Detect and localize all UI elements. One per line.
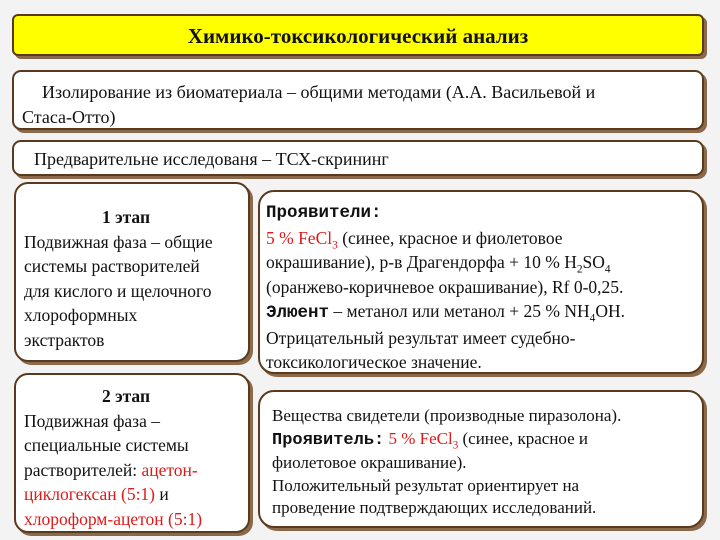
stage-1-line: системы растворителей [24, 256, 200, 276]
page-title: Химико-токсикологический анализ [187, 24, 529, 48]
stage-1-line: для кислого и щелочного [24, 280, 212, 301]
stage-2-heading: 2 этап [101, 386, 151, 406]
developers-line: окрашивание), р-в Драгендорфа + 10 % $H_2SO_4$ [266, 252, 611, 276]
isolation-line-2: Стаса-Отто) [22, 107, 116, 127]
stage-2-and: и [155, 484, 169, 504]
eluent-line: Элюент – метанол или метанол + 25 % $NH_4OH$. [266, 301, 625, 325]
developers-line: (оранжево-коричневое окрашивание), Rf 0-0,25. [266, 276, 624, 297]
witnesses-line: фиолетовое окрашивание). [272, 453, 467, 472]
stage-2-line: специальные системы [24, 435, 189, 455]
stage-2-line: Подвижная фаза – [24, 410, 160, 431]
stage-2-solvent-1a: ацетон- [141, 459, 198, 480]
stage-2-text: растворителей: [24, 459, 142, 480]
stage-2-solvent-1b: циклогексан (5:1) [24, 484, 156, 504]
stage-1-line: Подвижная фаза – общие [24, 231, 213, 252]
developer-label: Проявитель: [272, 430, 385, 450]
developers-line: токсикологическое значение. [266, 352, 482, 372]
isolation-line-1: Изолирование из биоматериала – общими методами (А.А. Васильевой и [42, 82, 596, 102]
stage-1-box [14, 182, 250, 362]
preliminary-box [12, 140, 704, 176]
stage-1-heading: 1 этап [101, 207, 151, 227]
title-banner [12, 14, 704, 56]
witnesses-line: Вещества свидетели (производные пиразолона). [272, 406, 622, 425]
stage-2-box [14, 373, 250, 533]
stage-2-solvent-2: хлороформ-ацетон (5:1) [24, 508, 203, 529]
developers-heading: Проявители: [266, 203, 382, 223]
isolation-box [12, 70, 704, 130]
witnesses-box [258, 390, 704, 528]
preliminary-text: Предварительне исследованя – ТСХ-скрининг [34, 149, 389, 169]
stage-2-line [24, 458, 248, 483]
stage-1-line: хлороформных [24, 305, 138, 325]
developers-box [258, 190, 704, 374]
witnesses-line: Проявитель: 5 % FeCl$_3$ (синее, красное и [272, 428, 589, 451]
developers-line: 5 % FeCl$_3$ (синее, красное и фиолетовое [266, 227, 563, 251]
fecl3-reagent: 5 % FeCl$_3$ [266, 227, 338, 251]
witnesses-line: проведение подтверждающих исследований. [272, 498, 597, 517]
witnesses-line: Положительный результат ориентирует на [272, 475, 580, 495]
fecl3-reagent: 5 % FeCl$_3$ [388, 428, 459, 451]
stage-1-line: экстрактов [24, 329, 105, 350]
stage-2-line [24, 482, 248, 507]
eluent-label: Элюент [266, 303, 330, 323]
developers-line: Отрицательный результат имеет судебно- [266, 327, 576, 348]
